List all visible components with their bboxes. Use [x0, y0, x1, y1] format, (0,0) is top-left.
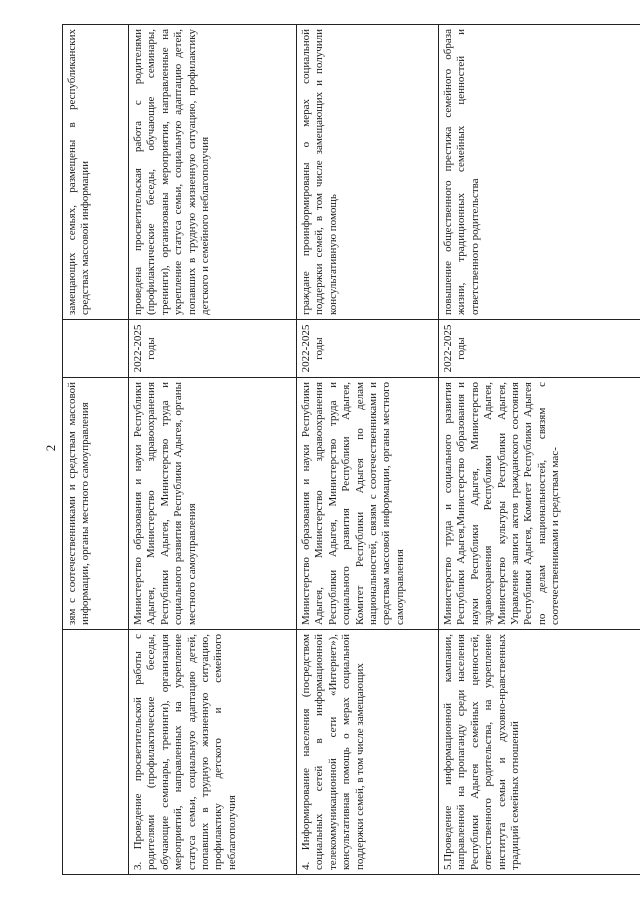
- page-number: 2: [43, 444, 58, 452]
- activity-cell: [63, 630, 129, 875]
- table-row: [63, 25, 129, 875]
- executors-cell: Министерство образования и науки Республики Адыгея, Министерство здравоохранения Республики Адыгея, Министерство труда и социального развития Республики Адыгея, Комитет Республики Адыгея по делам национальностей, связям с соотечественниками и средствам массовой информации, органы местного самоуправления: [297, 378, 439, 630]
- table-row: [129, 25, 297, 875]
- result-cell: замещающих семьях, размещены в республиканских средствах массовой информации: [63, 25, 129, 320]
- period-cell: 2022-2025 годы: [439, 320, 640, 378]
- table-region: [62, 25, 640, 875]
- activity-cell: 5.Проведение информационной кампании, направленной на пропаганду среди населения Республики Адыгея семейных ценностей, ответственного родительства, на укрепление института семьи и духовно-нравственных традиций семейных отношений: [439, 630, 640, 875]
- executors-cell: Министерство труда и социального развития Республики Адыгея,Министерство образования и науки Республики Адыгея, Министерство здравоохранения Республики Адыгея, Министерство культуры Республики Адыгея, Управление записи актов гражданского состояния Республики Адыгея, Комитет Республики Адыгея по делам национальностей, связям с соотечественниками и средствам мас-: [439, 378, 640, 630]
- period-cell: [63, 320, 129, 378]
- result-cell: повышение общественного престижа семейного образа жизни, традиционных семейных ценностей и ответственного родительства: [439, 25, 640, 320]
- period-cell: 2022-2025 годы: [129, 320, 297, 378]
- result-cell: проведена просветительская работа с родителями (профилактические беседы, обучающие семинары, тренинги), организованы мероприятия, направленные на укрепление статуса семьи, социальную адаптацию детей, попавших в трудную жизненную ситуацию, профилактику детского и семейного неблагополучия: [129, 25, 297, 320]
- rotated-table-wrapper: [62, 25, 640, 875]
- result-cell: граждане проинформированы о мерах социальной поддержки семей, в том числе замещающих и получили консультативную помощь: [297, 25, 439, 320]
- table-row: [439, 25, 640, 875]
- activity-cell: 4. Информирование населения (посредством социальных сетей в информационной телекоммуникационной сети «Интернет»), консультативная помощь о мерах социальной поддержки семей, в том числе замещающих: [297, 630, 439, 875]
- period-cell: 2022-2025 годы: [297, 320, 439, 378]
- table-row: [297, 25, 439, 875]
- activity-cell: 3. Проведение просветительской работы с родителями (профилактические беседы, обучающие семинары, тренинги), организация мероприятий, направленных на укрепление статуса семьи, социальную адаптацию детей, попавших в трудную жизненную ситуацию, профилактику детского и семейного неблагополучия: [129, 630, 297, 875]
- executors-cell: Министерство образования и науки Республики Адыгея, Министерство здравоохранения Республики Адыгея, Министерство труда и социального развития Республики Адыгея, органы местного самоуправления: [129, 378, 297, 630]
- measures-table: [62, 24, 640, 875]
- executors-cell: зям с соотечественниками и средствам массовой информации, органы местного самоуправления: [63, 378, 129, 630]
